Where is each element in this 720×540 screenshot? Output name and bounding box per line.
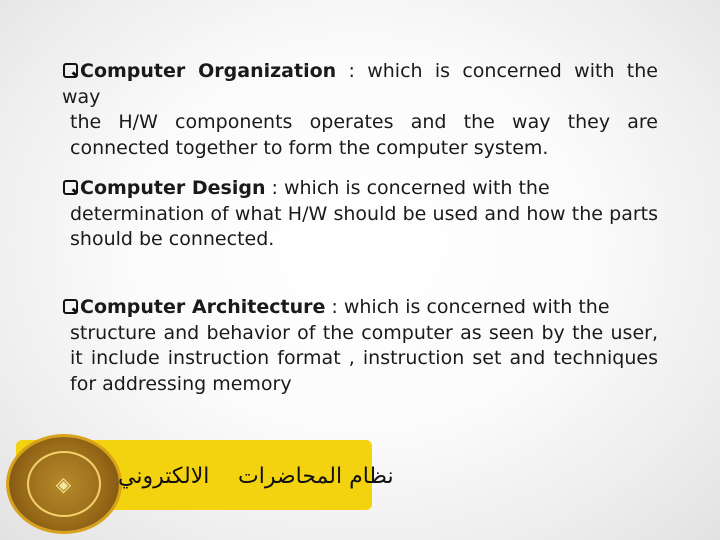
bullet-first-line: : which is concerned with the way: [62, 60, 658, 108]
bullet-computer-design: [62, 176, 658, 253]
bullet-computer-architecture: [62, 295, 658, 397]
footer-text-lecture-system: نظام المحاضرات: [238, 464, 394, 489]
bullet-first-line: : which is concerned with the: [265, 177, 550, 199]
bullet-term: Computer Architecture: [80, 296, 326, 318]
checkbox-bullet-icon: [62, 298, 79, 315]
bullet-description: structure and behavior of the computer as seen by the user, it include instruction format , instruction set and techniques for addressing memory: [70, 321, 658, 395]
checkbox-bullet-icon: [62, 179, 79, 196]
bullet-description: the H/W components operates and the way they are connected together to form the computer system.: [70, 111, 658, 159]
footer-text-electronic: الالكتروني: [118, 464, 210, 489]
bullet-first-line: : which is concerned with the: [325, 296, 610, 318]
university-emblem-icon: ◈: [9, 437, 119, 531]
bullet-description: determination of what H/W should be used and how the parts should be connected.: [70, 202, 658, 250]
checkbox-bullet-icon: [62, 62, 79, 79]
bullet-term: Computer Design: [80, 177, 266, 199]
bullet-term: Computer Organization: [80, 60, 337, 82]
bullet-computer-organization: [62, 59, 658, 161]
